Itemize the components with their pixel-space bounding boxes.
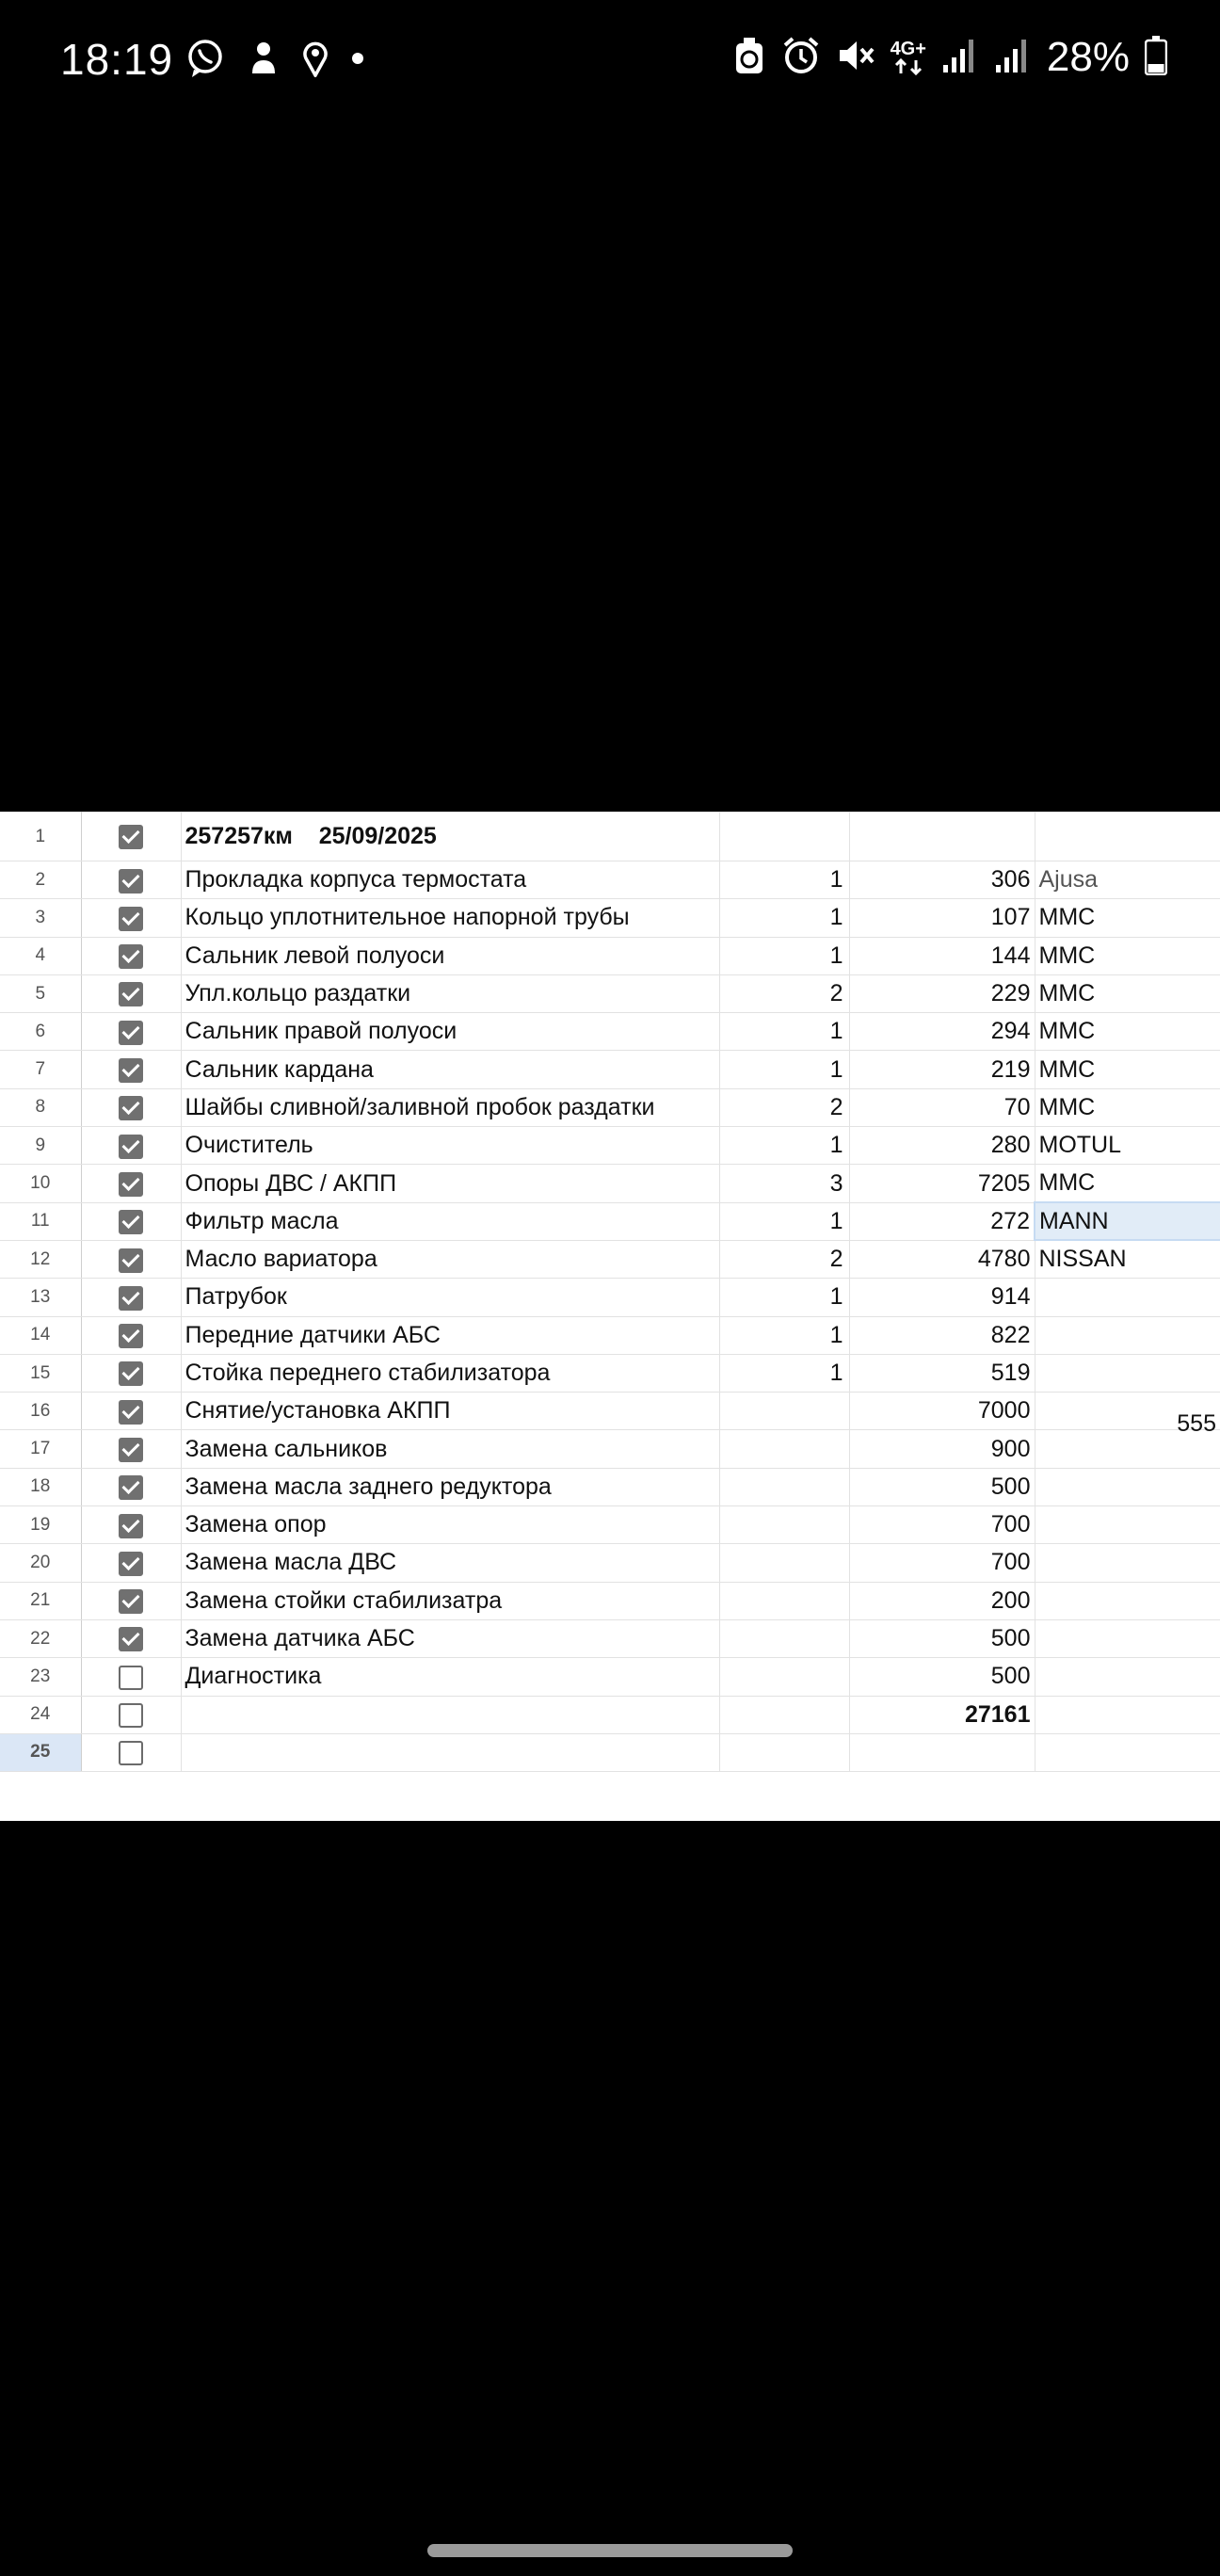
- checkbox-checked-icon[interactable]: [119, 1286, 143, 1311]
- table-row: [0, 1506, 1220, 1544]
- cell-name[interactable]: Замена опор: [181, 1506, 719, 1544]
- row-number[interactable]: 3: [0, 899, 81, 937]
- table-row: [0, 1088, 1220, 1126]
- row-number[interactable]: 19: [0, 1506, 81, 1544]
- cell-qty[interactable]: 1: [719, 1316, 849, 1354]
- cell-name[interactable]: Сальник правой полуоси: [181, 1013, 719, 1051]
- signal-icon: [941, 37, 979, 79]
- checkbox-checked-icon[interactable]: [119, 907, 143, 931]
- cell-qty[interactable]: [719, 1582, 849, 1619]
- cell-brand[interactable]: [1035, 1582, 1220, 1619]
- row-number[interactable]: 7: [0, 1051, 81, 1088]
- cell-name[interactable]: Очиститель: [181, 1127, 719, 1165]
- cell-name[interactable]: Упл.кольцо раздатки: [181, 974, 719, 1012]
- row-number[interactable]: 9: [0, 1127, 81, 1165]
- cell-price[interactable]: 4780: [849, 1240, 1035, 1278]
- cell-price[interactable]: 914: [849, 1279, 1035, 1316]
- cell-name[interactable]: Масло вариатора: [181, 1240, 719, 1278]
- row-number[interactable]: 4: [0, 937, 81, 974]
- cell-name[interactable]: Сальник кардана: [181, 1051, 719, 1088]
- cell-qty[interactable]: [719, 1733, 849, 1771]
- checkbox-checked-icon[interactable]: [119, 1172, 143, 1197]
- recycle-icon: [732, 36, 766, 80]
- row-number[interactable]: 23: [0, 1658, 81, 1696]
- cell-price[interactable]: 272: [849, 1202, 1035, 1240]
- table-row: [0, 1165, 1220, 1202]
- cell-price[interactable]: 7000: [849, 1393, 1035, 1430]
- signal-icon: [994, 37, 1032, 79]
- checkbox-cell[interactable]: [81, 1544, 181, 1582]
- cell-name[interactable]: Стойка переднего стабилизатора: [181, 1354, 719, 1392]
- cell-brand[interactable]: Ajusa: [1035, 861, 1220, 899]
- cell-qty[interactable]: 1: [719, 1354, 849, 1392]
- cell-price[interactable]: [849, 1733, 1035, 1771]
- row-number[interactable]: 17: [0, 1430, 81, 1468]
- dot-icon: [350, 51, 365, 71]
- cell-name[interactable]: Снятие/установка АКПП: [181, 1393, 719, 1430]
- cell-name[interactable]: Фильтр масла: [181, 1202, 719, 1240]
- cell-price[interactable]: 519: [849, 1354, 1035, 1392]
- cell-name[interactable]: [181, 1733, 719, 1771]
- table-row: [0, 1430, 1220, 1468]
- notification-icon: [247, 40, 281, 82]
- row-number[interactable]: 12: [0, 1240, 81, 1278]
- battery-percent: 28%: [1046, 34, 1130, 80]
- table-row: [0, 1013, 1220, 1051]
- table-row: [0, 1279, 1220, 1316]
- cell-price[interactable]: 294: [849, 1013, 1035, 1051]
- checkbox-checked-icon[interactable]: [119, 1096, 143, 1120]
- table-row: [0, 1354, 1220, 1392]
- cell-brand[interactable]: MMC: [1035, 937, 1220, 974]
- cell-name[interactable]: Сальник левой полуоси: [181, 937, 719, 974]
- cell-name[interactable]: Замена датчика АБС: [181, 1619, 719, 1657]
- cell-brand[interactable]: [1035, 1354, 1220, 1392]
- cell-price[interactable]: 822: [849, 1316, 1035, 1354]
- cell-qty[interactable]: 2: [719, 1088, 849, 1126]
- cell-brand[interactable]: MANN: [1035, 1202, 1220, 1240]
- cell-price[interactable]: 500: [849, 1619, 1035, 1657]
- cell-brand[interactable]: MMC: [1035, 1051, 1220, 1088]
- row-number[interactable]: 21: [0, 1582, 81, 1619]
- checkbox-unchecked-icon[interactable]: [119, 1703, 143, 1728]
- table-row: [0, 1582, 1220, 1619]
- cell-qty[interactable]: [719, 1430, 849, 1468]
- row-number[interactable]: 22: [0, 1619, 81, 1657]
- cell-brand[interactable]: [1035, 1733, 1220, 1771]
- cell-brand[interactable]: [1035, 1619, 1220, 1657]
- checkbox-cell[interactable]: [81, 1582, 181, 1619]
- checkbox-checked-icon[interactable]: [119, 982, 143, 1006]
- cell-name[interactable]: Замена масла заднего редуктора: [181, 1468, 719, 1505]
- checkbox-cell[interactable]: [81, 1619, 181, 1657]
- cell-name[interactable]: Передние датчики АБС: [181, 1316, 719, 1354]
- cell-brand[interactable]: [1035, 1316, 1220, 1354]
- cell-price[interactable]: 229: [849, 974, 1035, 1012]
- checkbox-checked-icon[interactable]: [119, 1514, 143, 1538]
- cell-qty[interactable]: 3: [719, 1165, 849, 1202]
- cell-price[interactable]: 219: [849, 1051, 1035, 1088]
- row-number[interactable]: 10: [0, 1165, 81, 1202]
- table-row: [0, 1202, 1220, 1240]
- cell-brand[interactable]: [1035, 1696, 1220, 1733]
- cell-name[interactable]: Замена масла ДВС: [181, 1544, 719, 1582]
- cell-brand[interactable]: NISSAN: [1035, 1240, 1220, 1278]
- table-row: [0, 937, 1220, 974]
- checkbox-checked-icon[interactable]: [119, 1058, 143, 1083]
- cell-brand[interactable]: [1035, 1544, 1220, 1582]
- checkbox-checked-icon[interactable]: [119, 1324, 143, 1348]
- table-row: [0, 1240, 1220, 1278]
- checkbox-checked-icon[interactable]: [119, 1021, 143, 1045]
- checkbox-cell[interactable]: [81, 1696, 181, 1733]
- cell-price[interactable]: 280: [849, 1127, 1035, 1165]
- cell-name[interactable]: [181, 1696, 719, 1733]
- checkbox-cell[interactable]: [81, 1468, 181, 1505]
- checkbox-cell[interactable]: [81, 1733, 181, 1771]
- cell-price[interactable]: 900: [849, 1430, 1035, 1468]
- table-row: [0, 1658, 1220, 1696]
- checkbox-checked-icon[interactable]: [119, 1627, 143, 1651]
- checkbox-checked-icon[interactable]: [119, 1475, 143, 1500]
- cell-price[interactable]: 107: [849, 899, 1035, 937]
- checkbox-checked-icon[interactable]: [119, 1210, 143, 1234]
- table-row: [0, 1127, 1220, 1165]
- cell-price[interactable]: 144: [849, 937, 1035, 974]
- checkbox-checked-icon[interactable]: [119, 1552, 143, 1576]
- cell-name[interactable]: 257257км 25/09/2025: [181, 813, 719, 861]
- row-number[interactable]: 2: [0, 861, 81, 899]
- status-bar: [0, 0, 1220, 122]
- cell-qty[interactable]: 2: [719, 974, 849, 1012]
- checkbox-cell[interactable]: [81, 1279, 181, 1316]
- checkbox-cell[interactable]: [81, 974, 181, 1012]
- cell-name[interactable]: Опоры ДВС / АКПП: [181, 1165, 719, 1202]
- checkbox-cell[interactable]: [81, 1506, 181, 1544]
- cell-price[interactable]: 500: [849, 1658, 1035, 1696]
- cell-brand[interactable]: MOTUL: [1035, 1127, 1220, 1165]
- cell-qty[interactable]: [719, 1393, 849, 1430]
- cell-qty[interactable]: [719, 1506, 849, 1544]
- cell-brand[interactable]: MMC: [1035, 899, 1220, 937]
- checkbox-cell[interactable]: [81, 1127, 181, 1165]
- table-row: [0, 1733, 1220, 1771]
- row-number[interactable]: 1: [0, 813, 81, 861]
- row-number[interactable]: 13: [0, 1279, 81, 1316]
- checkbox-checked-icon[interactable]: [119, 944, 143, 969]
- cell-qty[interactable]: [719, 1696, 849, 1733]
- checkbox-cell[interactable]: [81, 1240, 181, 1278]
- checkbox-cell[interactable]: [81, 1658, 181, 1696]
- checkbox-cell[interactable]: [81, 937, 181, 974]
- row-number[interactable]: 20: [0, 1544, 81, 1582]
- checkbox-unchecked-icon[interactable]: [119, 1741, 143, 1765]
- table-row: [0, 813, 1220, 861]
- checkbox-cell[interactable]: [81, 813, 181, 861]
- checkbox-cell[interactable]: [81, 861, 181, 899]
- checkbox-cell[interactable]: [81, 1013, 181, 1051]
- checkbox-cell[interactable]: [81, 1430, 181, 1468]
- cell-price[interactable]: 7205: [849, 1165, 1035, 1202]
- checkbox-checked-icon[interactable]: [119, 869, 143, 894]
- table-row: [0, 1544, 1220, 1582]
- row-number[interactable]: 5: [0, 974, 81, 1012]
- checkbox-checked-icon[interactable]: [119, 1438, 143, 1462]
- checkbox-cell[interactable]: [81, 1051, 181, 1088]
- table-row: [0, 974, 1220, 1012]
- checkbox-cell[interactable]: [81, 1165, 181, 1202]
- cell-qty[interactable]: 1: [719, 1013, 849, 1051]
- cell-name[interactable]: Замена стойки стабилизатра: [181, 1582, 719, 1619]
- battery-icon: [1145, 36, 1167, 80]
- checkbox-checked-icon[interactable]: [119, 825, 143, 849]
- cell-brand[interactable]: [1035, 813, 1220, 861]
- table-row: [0, 899, 1220, 937]
- location-icon: [301, 40, 329, 82]
- row-number[interactable]: 25: [0, 1733, 81, 1771]
- cell-brand[interactable]: MMC: [1035, 1013, 1220, 1051]
- cell-price[interactable]: 306: [849, 861, 1035, 899]
- status-time: 18:19: [60, 35, 174, 84]
- cell-brand[interactable]: MMC: [1035, 1088, 1220, 1126]
- cell-price[interactable]: 700: [849, 1544, 1035, 1582]
- cell-brand[interactable]: [1035, 1279, 1220, 1316]
- cell-qty[interactable]: [719, 813, 849, 861]
- checkbox-cell[interactable]: [81, 899, 181, 937]
- cell-name[interactable]: Патрубок: [181, 1279, 719, 1316]
- row-number[interactable]: 16: [0, 1393, 81, 1430]
- checkbox-checked-icon[interactable]: [119, 1361, 143, 1386]
- row-number[interactable]: 14: [0, 1316, 81, 1354]
- network-4g-icon: [891, 40, 926, 75]
- cell-brand[interactable]: MMC: [1035, 974, 1220, 1012]
- cell-brand[interactable]: [1035, 1468, 1220, 1505]
- row-number[interactable]: 11: [0, 1202, 81, 1240]
- cell-name[interactable]: Замена сальников: [181, 1430, 719, 1468]
- checkbox-cell[interactable]: [81, 1088, 181, 1126]
- home-indicator[interactable]: [427, 2544, 793, 2557]
- checkbox-unchecked-icon[interactable]: [119, 1666, 143, 1690]
- mute-icon: [836, 36, 875, 80]
- cell-price[interactable]: [849, 813, 1035, 861]
- checkbox-cell[interactable]: [81, 1393, 181, 1430]
- spreadsheet: [0, 812, 1220, 1821]
- cell-name[interactable]: Шайбы сливной/заливной пробок раздатки: [181, 1088, 719, 1126]
- checkbox-cell[interactable]: [81, 1202, 181, 1240]
- cell-qty[interactable]: [719, 1658, 849, 1696]
- table-row: [0, 861, 1220, 899]
- cell-qty[interactable]: 2: [719, 1240, 849, 1278]
- cell-qty[interactable]: 1: [719, 899, 849, 937]
- cell-brand[interactable]: MMC: [1035, 1165, 1220, 1202]
- cell-qty[interactable]: [719, 1468, 849, 1505]
- cell-qty[interactable]: [719, 1544, 849, 1582]
- row-number[interactable]: 24: [0, 1696, 81, 1733]
- viber-icon: [185, 38, 226, 84]
- checkbox-cell[interactable]: [81, 1354, 181, 1392]
- alarm-icon: [781, 36, 821, 80]
- cell-name[interactable]: Прокладка корпуса термостата: [181, 861, 719, 899]
- cell-qty[interactable]: 1: [719, 1202, 849, 1240]
- cell-qty[interactable]: 1: [719, 937, 849, 974]
- cell-price[interactable]: 500: [849, 1468, 1035, 1505]
- table-row: [0, 1696, 1220, 1733]
- checkbox-checked-icon[interactable]: [119, 1400, 143, 1425]
- cell-brand[interactable]: [1035, 1506, 1220, 1544]
- cell-qty[interactable]: 1: [719, 1279, 849, 1316]
- spreadsheet-grid: [0, 812, 1220, 1772]
- cell-price[interactable]: 200: [849, 1582, 1035, 1619]
- row-number[interactable]: 6: [0, 1013, 81, 1051]
- checkbox-cell[interactable]: [81, 1316, 181, 1354]
- table-row: [0, 1619, 1220, 1657]
- cell-name[interactable]: Диагностика: [181, 1658, 719, 1696]
- table-row: [0, 1316, 1220, 1354]
- cell-price[interactable]: 700: [849, 1506, 1035, 1544]
- checkbox-checked-icon[interactable]: [119, 1248, 143, 1273]
- cell-name[interactable]: Кольцо уплотнительное напорной трубы: [181, 899, 719, 937]
- row-number[interactable]: 8: [0, 1088, 81, 1126]
- cell-brand[interactable]: [1035, 1658, 1220, 1696]
- cell-qty[interactable]: [719, 1619, 849, 1657]
- cell-qty[interactable]: 1: [719, 861, 849, 899]
- cell-row15-extra[interactable]: 555: [1177, 1410, 1216, 1437]
- network-type: 4G+: [890, 39, 926, 59]
- table-row: [0, 1393, 1220, 1430]
- checkbox-checked-icon[interactable]: [119, 1589, 143, 1614]
- cell-qty[interactable]: 1: [719, 1051, 849, 1088]
- row-number[interactable]: 18: [0, 1468, 81, 1505]
- cell-price[interactable]: 70: [849, 1088, 1035, 1126]
- cell-qty[interactable]: 1: [719, 1127, 849, 1165]
- checkbox-checked-icon[interactable]: [119, 1135, 143, 1159]
- table-row: [0, 1468, 1220, 1505]
- cell-price[interactable]: 27161: [849, 1696, 1035, 1733]
- row-number[interactable]: 15: [0, 1354, 81, 1392]
- table-row: [0, 1051, 1220, 1088]
